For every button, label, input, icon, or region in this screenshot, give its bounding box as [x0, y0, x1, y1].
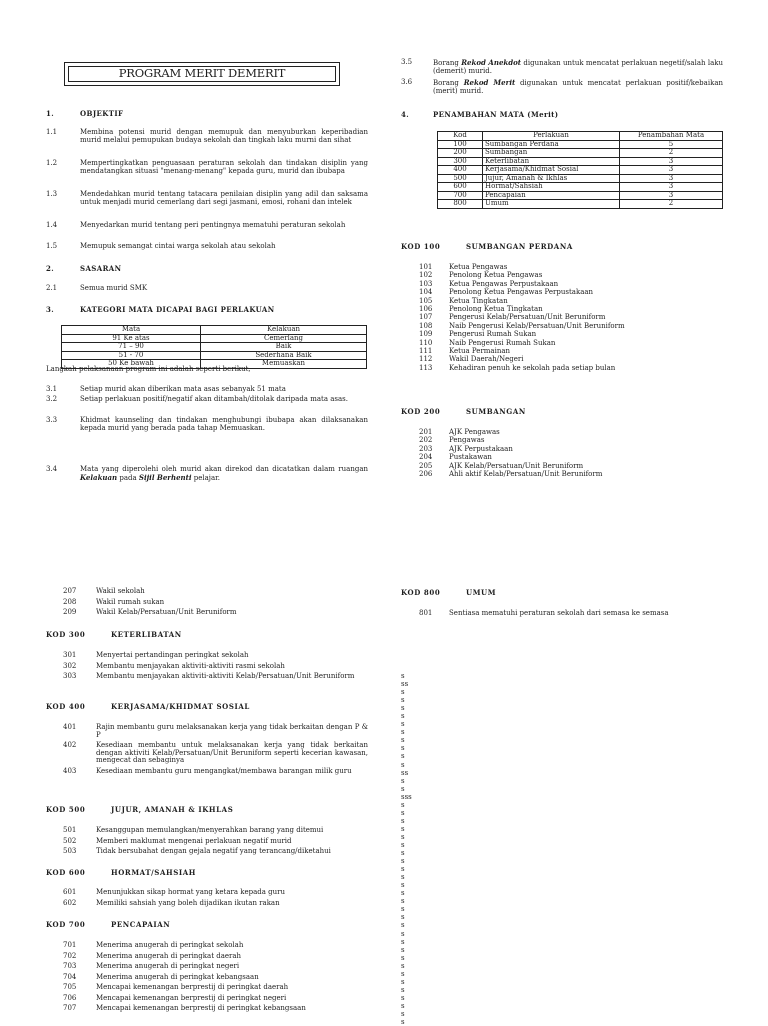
kod-200-label: KOD 200	[401, 407, 441, 416]
kod-item-code: 105	[419, 296, 433, 305]
s-mark: s	[401, 728, 405, 737]
kod-item-text: Ketua Pengawas	[449, 263, 508, 271]
kod-item-text: Menyertai pertandingan peringkat sekolah	[96, 651, 249, 659]
title-box	[64, 62, 340, 86]
table-cell: 91 Ke atas	[62, 334, 201, 343]
table-cell: 51 - 70	[62, 351, 201, 360]
kod-item-code: 101	[419, 263, 433, 271]
s-mark: s	[401, 712, 405, 721]
kod-item-code: 402	[63, 741, 77, 749]
kod-item-code: 206	[419, 470, 433, 478]
s-mark: s	[401, 905, 405, 914]
s-mark: s	[401, 1009, 405, 1018]
kod-item-code: 401	[63, 723, 77, 731]
table-cell: 50 Ke bawah	[62, 360, 201, 369]
table-cell: Hormat/Sahsiah	[483, 183, 620, 192]
table-cell: Umum	[483, 200, 620, 209]
kod-item-text: Kesanggupan memulangkan/menyerahkan barang yang ditemui	[96, 826, 324, 834]
kod-item-code: 207	[63, 587, 77, 595]
step-text-part: digunakan untuk mencatat perlakuan positif/kebaikan (merit) murid.	[433, 79, 723, 95]
stray-s-marks	[401, 672, 412, 1026]
table-row	[438, 183, 723, 192]
s-mark: s	[401, 945, 405, 954]
kod-item-text: Menerima anugerah di peringkat sekolah	[96, 941, 244, 949]
kod-item-text: Penolong Ketua Tingkatan	[449, 305, 543, 313]
table-cell: 400	[438, 166, 483, 175]
kod-item-text: Ketua Pengawas Perpustakaan	[449, 279, 559, 288]
kod-item-text: Membantu menjayakan aktiviti-aktiviti Kelab/Persatuan/Unit Beruniform	[96, 672, 355, 680]
step-text	[80, 466, 368, 482]
table-cell: Cemerlang	[201, 334, 367, 343]
table-cell: 3	[620, 183, 723, 192]
objektif-item	[46, 222, 368, 237]
s-mark: s	[401, 832, 405, 841]
table-row	[438, 166, 723, 175]
s-mark: sss	[401, 792, 412, 801]
kod-item-text: Wakil sekolah	[96, 587, 145, 595]
kod-item-code: 201	[419, 428, 433, 436]
kod-item-code: 209	[63, 608, 77, 616]
table-cell: 800	[438, 200, 483, 209]
table-cell: Kerjasama/Khidmat Sosial	[483, 166, 620, 175]
kod-item-text: Naib Pengerusi Rumah Sukan	[449, 338, 556, 347]
kod-100-heading: SUMBANGAN PERDANA	[466, 242, 573, 251]
table-cell: Sumbangan	[483, 149, 620, 158]
objektif-item	[46, 129, 368, 152]
kod-item-code: 303	[63, 672, 77, 680]
s-mark: s	[401, 929, 405, 938]
step-text: Setiap perlakuan positif/negatif akan ditambah/ditolak daripada mata asas.	[80, 395, 348, 403]
kod-item-text: Mencapai kemenangan berprestij di peringkat daerah	[96, 983, 289, 991]
section-1-heading: OBJEKTIF	[80, 109, 124, 118]
page-title: PROGRAM MERIT DEMERIT	[68, 66, 336, 82]
s-mark: s	[401, 881, 405, 890]
kod-item-code: 403	[63, 766, 77, 775]
s-mark: s	[401, 993, 405, 1002]
step-text: Setiap murid akan diberikan mata asas sebanyak 51 mata	[80, 385, 286, 393]
s-mark: s	[401, 744, 405, 753]
section-4-number: 4.	[401, 110, 410, 119]
kod-item-text: AJK Pengawas	[449, 428, 500, 436]
kod-item-text: Naib Pengerusi Kelab/Persatuan/Unit Beruniform	[449, 321, 625, 330]
kod-item-text: Ketua Permainan	[449, 347, 511, 355]
kod-item-text: Memberi maklumat mengenai perlakuan negatif murid	[96, 836, 292, 845]
kod-400-heading: KERJASAMA/KHIDMAT SOSIAL	[111, 702, 250, 711]
kod-item-code: 103	[419, 279, 433, 288]
table-cell: 3	[620, 191, 723, 200]
objektif-item	[46, 160, 368, 183]
step-text-part: pelajar.	[191, 473, 220, 482]
kod-item-text: Menerima anugerah di peringkat negeri	[96, 962, 240, 970]
kod-item-code: 301	[63, 651, 77, 659]
kod-item-code: 203	[419, 444, 433, 453]
kod-item-code: 110	[419, 338, 433, 347]
s-mark: s	[401, 985, 405, 994]
s-mark: s	[401, 824, 405, 833]
table-cell: 3	[620, 174, 723, 183]
table-cell: 200	[438, 149, 483, 158]
kod-item-code: 109	[419, 330, 433, 339]
step-text	[433, 79, 723, 95]
kod-item-code: 705	[63, 983, 77, 991]
kod-item-code: 204	[419, 453, 433, 462]
s-mark: s	[401, 1018, 405, 1026]
step-number: 3.1	[46, 385, 58, 393]
s-mark: s	[401, 889, 405, 898]
table-row	[438, 140, 723, 149]
item-number: 1.5	[46, 242, 58, 250]
kod-item-code: 707	[63, 1004, 77, 1012]
kod-item-text: Wakil Kelab/Persatuan/Unit Beruniform	[96, 608, 237, 616]
kod-item-code: 107	[419, 313, 433, 322]
table-cell: 2	[620, 149, 723, 158]
kod-item-code: 602	[63, 898, 77, 907]
table-row	[438, 149, 723, 158]
s-mark: s	[401, 961, 405, 970]
s-mark: s	[401, 672, 405, 680]
kod-300-heading: KETERLIBATAN	[111, 630, 182, 639]
step-number: 3.3	[46, 416, 58, 424]
kod-item-text: Kesediaan membantu guru mengangkat/membawa barangan milik guru	[96, 766, 352, 775]
item-text: Membina potensi murid dengan memupuk dan menyuburkan keperibadian murid melalui pemupukan budaya sekolah dan tingkah laku murni dan sihat	[80, 128, 368, 144]
s-mark: s	[401, 736, 405, 745]
step-number: 3.2	[46, 395, 58, 403]
table-row	[438, 157, 723, 166]
s-mark: s	[401, 760, 405, 769]
table-cell: 500	[438, 174, 483, 183]
kod-item-code: 113	[419, 363, 433, 372]
kod-item-code: 112	[419, 355, 433, 364]
kod-item-code: 703	[63, 962, 77, 970]
kod-item-text: Sentiasa mematuhi peraturan sekolah dari semasa ke semasa	[449, 609, 669, 617]
kod-item-text: Menunjukkan sikap hormat yang ketara kepada guru	[96, 888, 285, 896]
table-row	[438, 200, 723, 209]
kod-800-heading: UMUM	[466, 588, 497, 597]
s-mark: s	[401, 800, 405, 809]
step-number: 3.4	[46, 465, 58, 473]
section-2-heading: SASARAN	[80, 264, 122, 273]
implementation-intro: Langkah pelaksanaan program ini adalah seperti berikut,	[46, 365, 251, 373]
s-mark: s	[401, 808, 405, 817]
table-header: Perlakuan	[483, 132, 620, 141]
step-text: Khidmat kaunseling dan tindakan menghubungi ibubapa akan dilaksanakan kepada murid yang berada pada tahap Memuaskan.	[80, 416, 368, 432]
kod-item-text: Pengawas	[449, 436, 485, 445]
table-row	[62, 334, 367, 343]
s-mark: s	[401, 720, 405, 729]
kod-item-text: Wakil Daerah/Negeri	[449, 355, 524, 364]
table-row	[62, 343, 367, 352]
kod-item-code: 111	[419, 347, 433, 355]
kod-item-code: 104	[419, 288, 433, 297]
kod-item-text: Pustakawan	[449, 453, 492, 462]
step-number: 3.5	[401, 58, 413, 66]
item-text: Mempertingkatkan penguasaan peraturan sekolah dan tindakan disiplin yang mendatangkan situasi "menang-menang" kepada guru, murid dan ibubapa	[80, 159, 368, 175]
kod-item-text: Menerima anugerah di peringkat daerah	[96, 951, 242, 960]
kod-item-code: 503	[63, 847, 77, 855]
section-3-number: 3.	[46, 305, 55, 314]
section-4-heading: PENAMBAHAN MATA (Merit)	[433, 110, 559, 119]
table-row	[438, 174, 723, 183]
kod-item-code: 202	[419, 436, 433, 445]
kod-300-label: KOD 300	[46, 630, 86, 639]
s-mark: s	[401, 953, 405, 962]
table-cell: Keterlibatan	[483, 157, 620, 166]
step-text	[433, 59, 723, 75]
s-mark: ss	[401, 680, 409, 689]
step-text-part: digunakan untuk mencatat perlakuan negetif/salah laku (demerit) murid.	[433, 59, 723, 75]
kod-item-text: Kesediaan membantu untuk melaksanakan kerja yang tidak berkaitan dengan aktiviti Kelab/Persatuan/Unit Beruniform seperti kecerian kawasan, mengecat dan sebaginya	[96, 741, 368, 764]
kod-item-code: 208	[63, 597, 77, 606]
table-row	[438, 191, 723, 200]
kod-item-code: 801	[419, 609, 433, 617]
kod-item-text: Penolong Ketua Pengawas	[449, 271, 543, 280]
kod-item-text: Tidak bersubahat dengan gejala negatif yang terancang/diketahui	[96, 847, 331, 855]
penambahan-mata-table	[437, 131, 723, 209]
table-cell: Jujur, Amanah & Ikhlas	[483, 174, 620, 183]
s-mark: s	[401, 913, 405, 922]
table-cell: 300	[438, 157, 483, 166]
item-number: 1.2	[46, 159, 58, 167]
s-mark: s	[401, 752, 405, 761]
item-2-1-text: Semua murid SMK	[80, 284, 148, 292]
s-mark: s	[401, 840, 405, 849]
kod-700-label: KOD 700	[46, 920, 86, 929]
kod-item-code: 302	[63, 661, 77, 670]
item-number: 1.1	[46, 128, 58, 136]
step-emphasis: Kelakuan	[80, 472, 118, 482]
kod-item-text: Rajin membantu guru melaksanakan kerja yang tidak berkaitan dengan P & P	[96, 723, 368, 739]
kod-item-text: Mencapai kemenangan berprestij di peringkat kebangsaan	[96, 1004, 306, 1012]
s-mark: s	[401, 865, 405, 874]
table-header: Kelakuan	[201, 326, 367, 335]
s-mark: s	[401, 977, 405, 986]
kod-item-code: 102	[419, 271, 433, 280]
s-mark: s	[401, 921, 405, 930]
table-cell: 100	[438, 140, 483, 149]
kod-400-label: KOD 400	[46, 702, 86, 711]
table-header: Mata	[62, 326, 201, 335]
section-3-heading: KATEGORI MATA DICAPAI BAGI PERLAKUAN	[80, 305, 275, 314]
step-text-part: pada	[117, 473, 139, 482]
table-cell: Pencapaian	[483, 191, 620, 200]
step-emphasis: Rekod Anekdot	[461, 58, 522, 67]
s-mark: s	[401, 937, 405, 946]
step-emphasis: Rekod Merit	[463, 78, 516, 87]
kod-item-code: 706	[63, 993, 77, 1002]
table-cell: Sederhana Baik	[201, 351, 367, 360]
s-mark: ss	[401, 768, 409, 777]
table-cell: 600	[438, 183, 483, 192]
kod-700-heading: PENCAPAIAN	[111, 920, 171, 929]
section-1-number: 1.	[46, 109, 55, 118]
table-cell: Memuaskan	[201, 360, 367, 369]
kod-item-text: Memiliki sahsiah yang boleh dijadikan ikutan rakan	[96, 898, 280, 907]
kod-500-heading: JUJUR, AMANAH & IKHLAS	[111, 805, 234, 814]
table-cell: 3	[620, 166, 723, 175]
table-cell: 700	[438, 191, 483, 200]
kod-item-code: 502	[63, 836, 77, 845]
objektif-item	[46, 191, 368, 214]
s-mark: s	[401, 816, 405, 825]
step-number: 3.6	[401, 78, 413, 86]
kod-item-text: Pengerusi Rumah Sukan	[449, 330, 537, 339]
kod-item-text: Pengerusi Kelab/Persatuan/Unit Beruniform	[449, 313, 606, 322]
kod-item-text: AJK Perpustakaan	[449, 444, 513, 453]
kategori-mata-table	[61, 325, 367, 369]
kod-item-text: Mencapai kemenangan berprestij di peringkat negeri	[96, 993, 287, 1002]
kod-item-text: Ketua Tingkatan	[449, 296, 508, 305]
kod-item-text: Wakil rumah sukan	[96, 597, 165, 606]
s-mark: s	[401, 857, 405, 866]
kod-item-code: 108	[419, 321, 433, 330]
kod-item-code: 704	[63, 972, 77, 981]
kod-100-label: KOD 100	[401, 242, 441, 251]
item-number: 1.4	[46, 221, 58, 229]
step-text-part: Borang	[433, 59, 462, 67]
item-2-1-number: 2.1	[46, 284, 58, 292]
kod-item-code: 205	[419, 461, 433, 470]
s-mark: s	[401, 784, 405, 793]
kod-item-text: AJK Kelab/Persatuan/Unit Beruniform	[449, 461, 584, 470]
s-mark: s	[401, 897, 405, 906]
step-text-part: Borang	[433, 79, 464, 87]
s-mark: s	[401, 688, 405, 697]
step-text-part: Mata yang diperolehi oleh murid akan direkod dan dicatatkan dalam ruangan	[80, 465, 368, 473]
document-page-2	[0, 512, 768, 1024]
table-cell: 2	[620, 200, 723, 209]
kod-item-text: Ahli aktif Kelab/Persatuan/Unit Beruniform	[449, 470, 603, 478]
s-mark: s	[401, 776, 405, 785]
item-text: Mendedahkan murid tentang tatacara penilaian disiplin yang adil dan saksama untuk menjadi murid cemerlang dari segi jasmani, emosi, rohani dan intelek	[80, 190, 368, 206]
table-cell: 71 – 90	[62, 343, 201, 352]
kod-item-text: Menerima anugerah di peringkat kebangsaan	[96, 972, 259, 981]
kod-600-heading: HORMAT/SAHSIAH	[111, 868, 196, 877]
kod-500-label: KOD 500	[46, 805, 86, 814]
objektif-item	[46, 243, 368, 251]
s-mark: s	[401, 704, 405, 713]
kod-600-label: KOD 600	[46, 868, 86, 877]
document-page-1	[0, 0, 768, 512]
s-mark: s	[401, 1001, 405, 1010]
table-cell: 5	[620, 140, 723, 149]
kod-200-heading: SUMBANGAN	[466, 407, 526, 416]
kod-item-code: 106	[419, 305, 433, 313]
kod-item-code: 702	[63, 951, 77, 960]
item-text: Menyedarkan murid tentang peri pentingnya mematuhi peraturan sekolah	[80, 221, 346, 229]
step-emphasis: Sijil Berhenti	[138, 472, 192, 482]
s-mark: s	[401, 696, 405, 705]
table-cell: Baik	[201, 343, 367, 352]
kod-item-code: 601	[63, 888, 77, 896]
kod-item-text: Penolong Ketua Pengawas Perpustakaan	[449, 288, 594, 297]
kod-800-label: KOD 800	[401, 588, 441, 597]
kod-item-code: 501	[63, 826, 77, 834]
table-header: Penambahan Mata	[620, 132, 723, 141]
item-number: 1.3	[46, 190, 58, 198]
table-cell: 3	[620, 157, 723, 166]
kod-item-text: Membantu menjayakan aktiviti-aktiviti rasmi sekolah	[96, 661, 285, 670]
s-mark: s	[401, 873, 405, 882]
table-cell: Sumbangan Perdana	[483, 140, 620, 149]
kod-item-code: 701	[63, 941, 77, 949]
table-header: Kod	[438, 132, 483, 141]
item-text: Memupuk semangat cintai warga sekolah atau sekolah	[80, 242, 276, 250]
s-mark: s	[401, 969, 405, 978]
kod-item-text: Kehadiran penuh ke sekolah pada setiap bulan	[449, 363, 616, 372]
section-2-number: 2.	[46, 264, 55, 273]
s-mark: s	[401, 849, 405, 858]
